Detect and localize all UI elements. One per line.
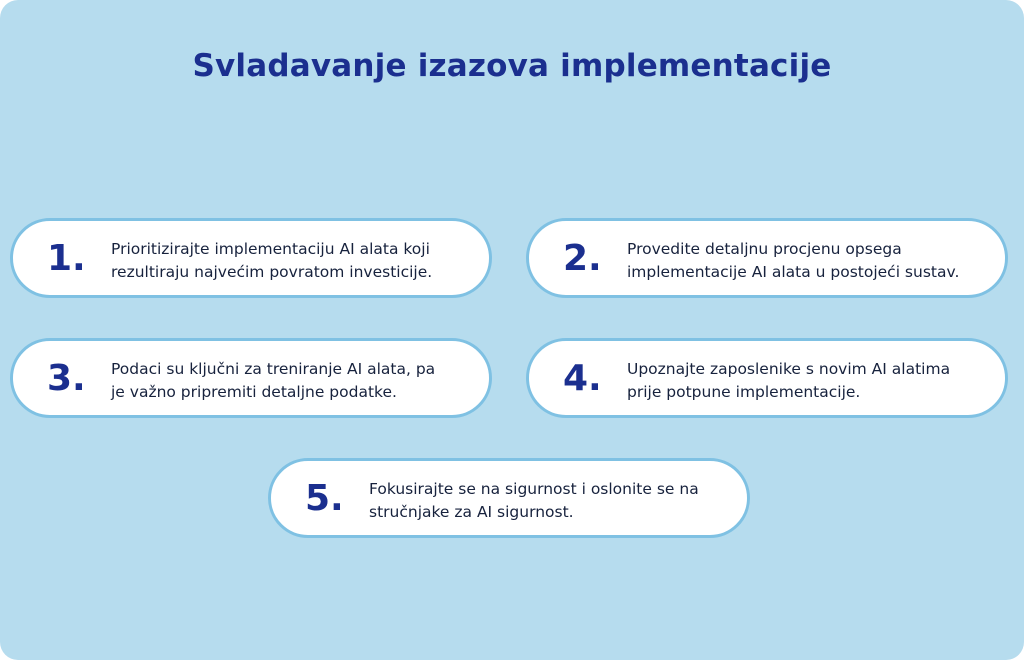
step-text-line: Fokusirajte se na sigurnost i oslonite se na <box>369 480 699 498</box>
step-text-line: rezultiraju najvećim povratom investicije. <box>111 263 433 281</box>
step-text-line: Provedite detaljnu procjenu opsega <box>627 240 902 258</box>
step-text-line: je važno pripremiti detaljne podatke. <box>111 383 397 401</box>
step-text-line: Prioritizirajte implementaciju AI alata koji <box>111 240 430 258</box>
step-text-line: Podaci su ključni za treniranje AI alata, pa <box>111 360 436 378</box>
step-number: 3. <box>47 358 86 399</box>
step-text <box>369 478 741 524</box>
step-card-3 <box>10 338 492 418</box>
step-card-1 <box>10 218 492 298</box>
step-text-line: implementacije AI alata u postojeći sustav. <box>627 263 960 281</box>
step-text-line: stručnjake za AI sigurnost. <box>369 503 574 521</box>
step-text-line: prije potpune implementacije. <box>627 383 861 401</box>
step-text <box>111 238 483 284</box>
step-number: 2. <box>563 238 602 279</box>
step-card-2 <box>526 218 1008 298</box>
step-text <box>627 358 999 404</box>
step-text <box>111 358 483 404</box>
step-number: 5. <box>305 478 344 519</box>
step-card-5 <box>268 458 750 538</box>
page-title: Svladavanje izazova implementacije <box>192 48 832 84</box>
step-number: 1. <box>47 238 86 279</box>
step-text <box>627 238 999 284</box>
step-number: 4. <box>563 358 602 399</box>
step-text-line: Upoznajte zaposlenike s novim AI alatima <box>627 360 951 378</box>
step-card-4 <box>526 338 1008 418</box>
